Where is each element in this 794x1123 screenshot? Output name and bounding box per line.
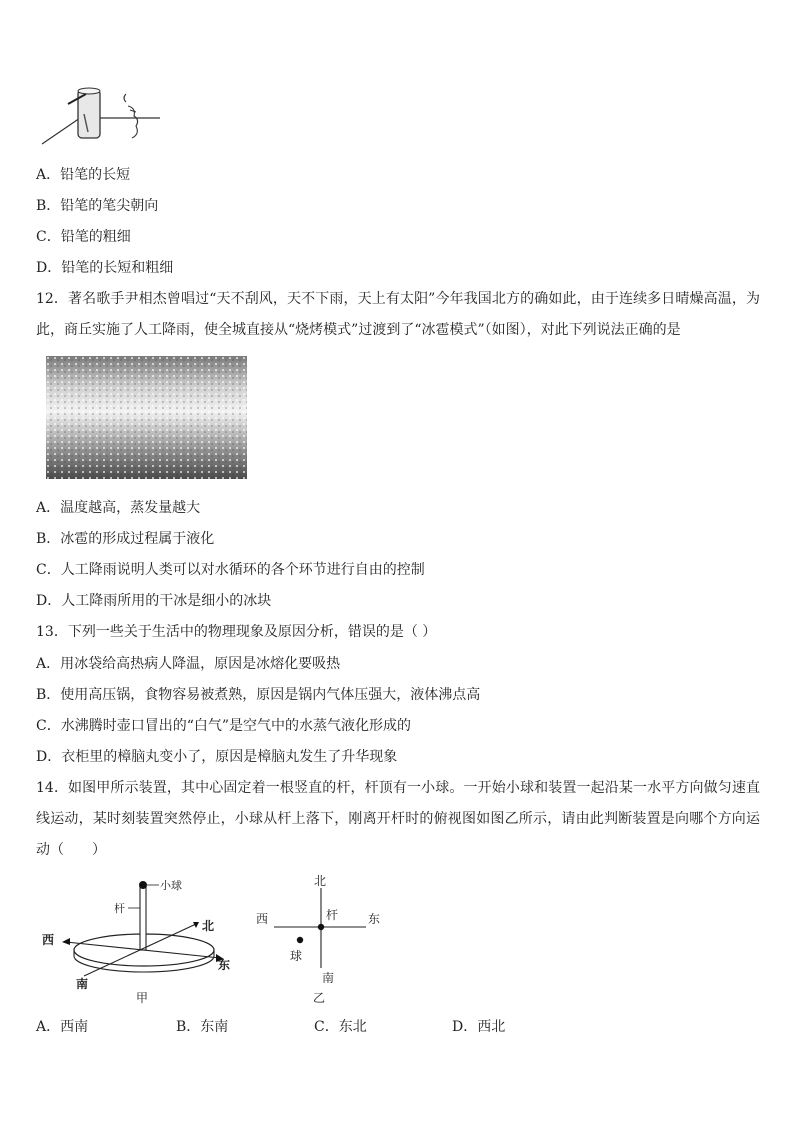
fig-yi-east-label: 东 — [368, 912, 381, 926]
q14-stem: 14．如图甲所示装置，其中心固定着一根竖直的杆，杆顶有一小球。一开始小球和装置一起沿某一水平方向做匀速直线运动，某时刻装置突然停止，小球从杆上落下，刚离开杆时的俯视图如图乙所示，请由此判断装置是向哪个方向运动（ ） — [36, 780, 760, 858]
q14-figure-jia — [36, 872, 246, 1008]
q11-option-c: C．铅笔的粗细 — [36, 229, 131, 245]
fig-jia-caption: 甲 — [136, 991, 149, 1005]
fig-jia-north-label: 北 — [202, 919, 215, 933]
q13-option-a: A．用冰袋给高热病人降温，原因是冰熔化要吸热 — [36, 656, 341, 672]
fig-yi-south-label: 南 — [322, 971, 335, 985]
q13-option-b: B．使用高压锅，食物容易被煮熟，原因是锅内气体压强大，液体沸点高 — [36, 687, 481, 703]
q12-stem: 12．著名歌手尹相杰曾唱过“天不刮风，天不下雨，天上有太阳”今年我国北方的确如此，由于连续多日晴燥高温，为此，商丘实施了人工降雨，使全城直接从“烧烤模式”过渡到了“冰雹模式”（如图），对此下列说法正确的是 — [36, 291, 760, 338]
q11-figure — [40, 84, 170, 148]
q14-option-a: A．西南 — [36, 1019, 89, 1035]
q14-option-c: C．东北 — [314, 1019, 367, 1035]
fig-jia-rod-label: 杆 — [114, 902, 125, 915]
q13-option-d: D．衣柜里的樟脑丸变小了，原因是樟脑丸发生了升华现象 — [36, 749, 398, 765]
q11-option-d: D．铅笔的长短和粗细 — [36, 260, 174, 276]
fig-jia-east-label: 东 — [218, 958, 231, 972]
q13-option-c: C．水沸腾时壶口冒出的“白气”是空气中的水蒸气液化形成的 — [36, 718, 412, 734]
q11-option-a: A．铅笔的长短 — [36, 167, 131, 183]
q14-option-d: D．西北 — [452, 1019, 506, 1035]
q12-option-b: B．冰雹的形成过程属于液化 — [36, 531, 215, 547]
fig-yi-rod-label: 杆 — [326, 908, 339, 922]
q14-option-b: B．东南 — [176, 1019, 229, 1035]
fig-jia-west-label: 西 — [42, 933, 55, 947]
fig-yi-caption: 乙 — [313, 991, 326, 1005]
q13-stem: 13．下列一些关于生活中的物理现象及原因分析，错误的是（ ） — [36, 624, 437, 640]
fig-jia-ball-label: 小球 — [160, 879, 182, 892]
q14-figure-yi — [250, 872, 390, 1008]
q12-option-c: C．人工降雨说明人类可以对水循环的各个环节进行自由的控制 — [36, 562, 425, 578]
pencil-glass-image — [40, 84, 170, 148]
fig-yi-ball-label: 球 — [290, 949, 303, 963]
q12-option-d: D．人工降雨所用的干冰是细小的冰块 — [36, 593, 272, 609]
q12-option-a: A．温度越高，蒸发量越大 — [36, 500, 201, 516]
fig-yi-west-label: 西 — [256, 912, 269, 926]
hail-photo — [46, 356, 247, 479]
fig-yi-north-label: 北 — [314, 874, 327, 888]
q11-option-b: B．铅笔的笔尖朝向 — [36, 198, 159, 214]
fig-jia-south-label: 南 — [76, 977, 89, 991]
